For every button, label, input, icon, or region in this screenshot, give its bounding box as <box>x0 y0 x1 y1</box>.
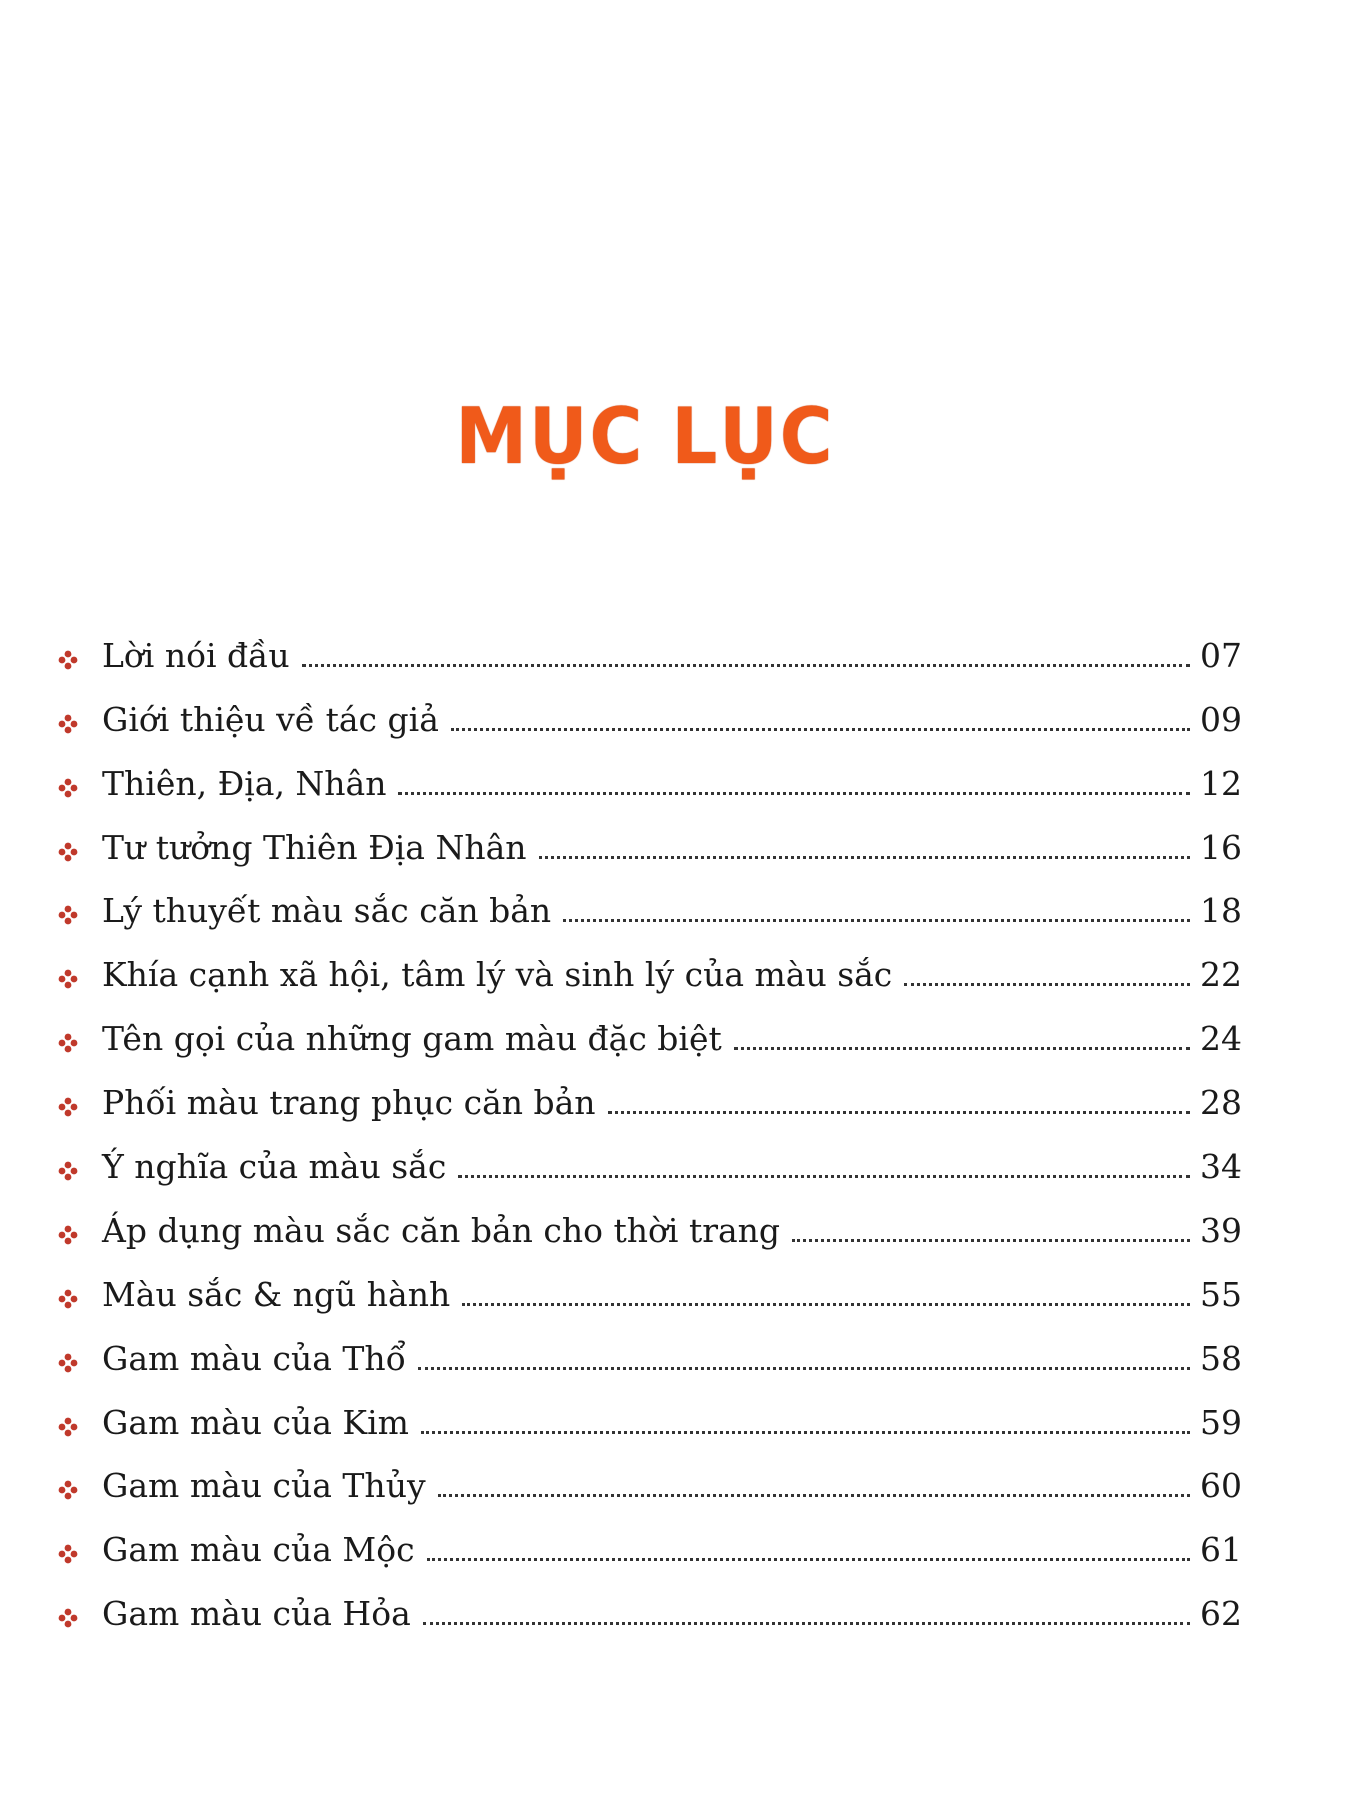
toc-entry-page-number: 28 <box>1200 1083 1242 1123</box>
toc-entry-title: Giới thiệu về tác giả <box>102 699 439 739</box>
toc-entry-title: Gam màu của Mộc <box>102 1530 415 1570</box>
toc-entry-4 <box>50 804 1240 868</box>
toc-entry-title: Gam màu của Thủy <box>102 1466 426 1506</box>
toc-entry-page-number: 22 <box>1200 955 1242 995</box>
toc-entry-page-number: 55 <box>1200 1274 1242 1314</box>
dot-leader <box>539 856 1190 859</box>
toc-entry-title: Khía cạnh xã hội, tâm lý và sinh lý của màu sắc <box>102 955 893 995</box>
dot-leader <box>398 792 1190 795</box>
toc-entry-page-number: 24 <box>1200 1019 1242 1059</box>
dot-leader <box>418 1367 1190 1370</box>
dot-leader <box>427 1558 1190 1561</box>
diamond-flower-icon <box>50 1594 102 1634</box>
toc-entry-page-number: 60 <box>1200 1466 1242 1506</box>
toc-entry-title: Phối màu trang phục căn bản <box>102 1083 596 1123</box>
diamond-flower-icon <box>50 1275 102 1315</box>
table-of-contents <box>50 612 1240 1634</box>
dot-leader <box>302 664 1190 667</box>
toc-entry-3 <box>50 740 1240 804</box>
dot-leader <box>451 728 1190 731</box>
toc-entry-6 <box>50 931 1240 995</box>
toc-entry-12 <box>50 1315 1240 1379</box>
toc-entry-title: Tên gọi của những gam màu đặc biệt <box>102 1019 722 1059</box>
dot-leader <box>904 983 1190 986</box>
toc-entry-10 <box>50 1187 1240 1251</box>
dot-leader <box>458 1175 1190 1178</box>
toc-entry-title: Gam màu của Hỏa <box>102 1594 411 1634</box>
toc-entry-9 <box>50 1123 1240 1187</box>
diamond-flower-icon <box>50 1019 102 1059</box>
page-title: MỤC LỤC <box>455 390 835 482</box>
toc-entry-page-number: 58 <box>1200 1338 1242 1378</box>
toc-entry-title: Gam màu của Kim <box>102 1402 409 1442</box>
toc-entry-page-number: 18 <box>1200 891 1242 931</box>
toc-entry-page-number: 61 <box>1200 1530 1242 1570</box>
diamond-flower-icon <box>50 1083 102 1123</box>
toc-entry-15 <box>50 1506 1240 1570</box>
dot-leader <box>563 919 1190 922</box>
diamond-flower-icon <box>50 955 102 995</box>
diamond-flower-icon <box>50 828 102 868</box>
toc-entry-1 <box>50 612 1240 676</box>
toc-entry-page-number: 16 <box>1200 827 1242 867</box>
dot-leader <box>792 1239 1190 1242</box>
diamond-flower-icon <box>50 1339 102 1379</box>
diamond-flower-icon <box>50 1466 102 1506</box>
diamond-flower-icon <box>50 700 102 740</box>
toc-entry-title: Áp dụng màu sắc căn bản cho thời trang <box>102 1210 781 1250</box>
toc-entry-2 <box>50 676 1240 740</box>
toc-entry-page-number: 62 <box>1200 1594 1242 1634</box>
diamond-flower-icon <box>50 1530 102 1570</box>
diamond-flower-icon <box>50 1211 102 1251</box>
toc-entry-title: Thiên, Địa, Nhân <box>102 763 387 803</box>
toc-entry-page-number: 59 <box>1200 1402 1242 1442</box>
toc-entry-16 <box>50 1570 1240 1634</box>
dot-leader <box>734 1047 1190 1050</box>
toc-entry-page-number: 09 <box>1200 699 1242 739</box>
dot-leader <box>462 1303 1190 1306</box>
dot-leader <box>438 1494 1190 1497</box>
toc-entry-8 <box>50 1059 1240 1123</box>
dot-leader <box>608 1111 1190 1114</box>
toc-entry-title: Màu sắc & ngũ hành <box>102 1274 451 1314</box>
toc-entry-5 <box>50 868 1240 932</box>
diamond-flower-icon <box>50 764 102 804</box>
toc-entry-14 <box>50 1443 1240 1507</box>
toc-entry-11 <box>50 1251 1240 1315</box>
diamond-flower-icon <box>50 636 102 676</box>
dot-leader <box>423 1622 1190 1625</box>
toc-entry-page-number: 39 <box>1200 1210 1242 1250</box>
toc-entry-title: Tư tưởng Thiên Địa Nhân <box>102 827 527 867</box>
toc-entry-page-number: 07 <box>1200 635 1242 675</box>
toc-entry-page-number: 12 <box>1200 763 1242 803</box>
toc-entry-title: Lý thuyết màu sắc căn bản <box>102 891 552 931</box>
toc-entry-title: Ý nghĩa của màu sắc <box>102 1147 447 1187</box>
toc-entry-title: Gam màu của Thổ <box>102 1338 406 1378</box>
diamond-flower-icon <box>50 1147 102 1187</box>
diamond-flower-icon <box>50 1403 102 1443</box>
diamond-flower-icon <box>50 891 102 931</box>
dot-leader <box>421 1431 1190 1434</box>
toc-entry-13 <box>50 1379 1240 1443</box>
toc-entry-page-number: 34 <box>1200 1147 1242 1187</box>
toc-entry-7 <box>50 995 1240 1059</box>
toc-entry-title: Lời nói đầu <box>102 635 290 675</box>
